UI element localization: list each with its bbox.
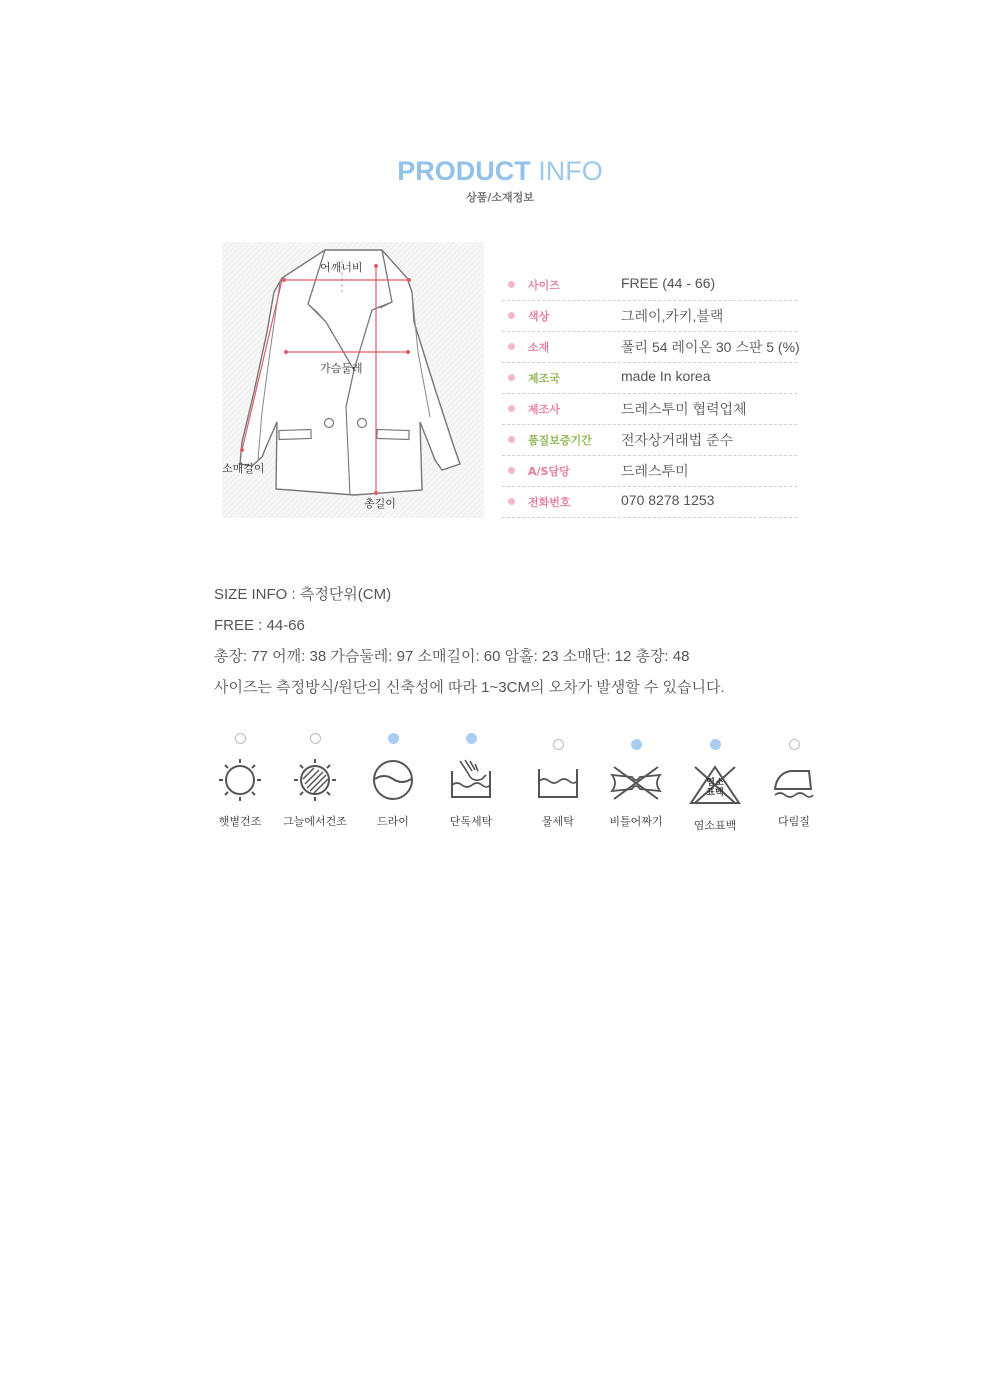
care-item-sun-dry (205, 733, 275, 829)
info-key: A/S담당 (528, 465, 570, 478)
bullet-dot (508, 405, 515, 412)
info-row (502, 456, 797, 487)
care-label: 그늘에서건조 (283, 815, 347, 828)
title-light: INFO (538, 156, 603, 186)
info-value: FREE (44 - 66) (621, 275, 716, 291)
title-bold: PRODUCT (397, 156, 531, 186)
care-label: 햇볕건조 (218, 815, 262, 828)
info-value: 드레스투미 협력업체 (621, 401, 747, 417)
indicator-dot (789, 739, 800, 750)
info-key: 사이즈 (528, 279, 560, 292)
jacket-diagram (222, 242, 484, 518)
dry-clean-icon (370, 757, 416, 803)
info-row (502, 487, 797, 518)
shade-dry-icon (292, 757, 338, 803)
care-item-no-wring (601, 739, 671, 829)
label-sleeve: 소매길이 (222, 462, 265, 475)
label-shoulder: 어깨너비 (320, 261, 363, 274)
iron-icon (771, 763, 817, 803)
size-info-range: FREE : 44-66 (214, 617, 305, 634)
label-length: 총길이 (364, 497, 396, 510)
care-item-hand-wash (436, 733, 506, 829)
sun-dry-icon (217, 757, 263, 803)
info-value: 폴리 54 레이온 30 스판 5 (%) (621, 339, 800, 355)
info-key: 전화번호 (528, 496, 571, 509)
info-key: 소재 (528, 341, 550, 354)
product-info-header (0, 155, 1000, 205)
svg-text:염소: 염소 (706, 778, 724, 788)
size-info-notice: 사이즈는 측정방식/원단의 신축성에 따라 1~3CM의 오차가 발생할 수 있습니다. (214, 679, 725, 696)
bullet-dot (508, 343, 515, 350)
bullet-dot (508, 374, 515, 381)
bullet-dot (508, 281, 515, 288)
water-wash-icon (535, 763, 581, 803)
hand-wash-icon (448, 757, 494, 803)
info-row (502, 270, 797, 301)
care-label: 단독세탁 (449, 815, 493, 828)
care-item-iron (759, 739, 829, 829)
bullet-dot (508, 498, 515, 505)
indicator-dot (388, 733, 399, 744)
care-label: 염소표백 (693, 819, 737, 832)
indicator-dot (553, 739, 564, 750)
bullet-dot (508, 312, 515, 319)
no-bleach-icon (687, 763, 743, 807)
indicator-dot (631, 739, 642, 750)
no-wring-icon (608, 763, 664, 803)
indicator-dot (235, 733, 246, 744)
svg-text:표백: 표백 (706, 788, 724, 798)
care-instructions (205, 733, 825, 843)
care-label: 드라이 (377, 815, 409, 828)
info-value: 드레스투미 (621, 463, 689, 479)
info-value: 그레이,카키,블랙 (621, 308, 724, 324)
info-row (502, 332, 800, 363)
care-item-dry-clean (358, 733, 428, 829)
page-subtitle: 상품/소재정보 (466, 191, 534, 204)
product-info-table (502, 270, 800, 518)
size-info (214, 583, 725, 707)
indicator-dot (310, 733, 321, 744)
info-row (502, 363, 797, 394)
page-title (0, 155, 1000, 187)
care-label: 비틀어짜기 (609, 815, 663, 828)
info-key: 제조사 (528, 403, 560, 416)
indicator-dot (466, 733, 477, 744)
info-row (502, 394, 797, 425)
info-value: 전자상거래법 준수 (621, 432, 734, 448)
care-item-water-wash (523, 739, 593, 829)
bullet-dot (508, 467, 515, 474)
info-row (502, 301, 797, 332)
size-info-heading: SIZE INFO : 측정단위(CM) (214, 586, 392, 603)
bullet-dot (508, 436, 515, 443)
info-value: 070 8278 1253 (621, 492, 715, 508)
indicator-dot (710, 739, 721, 750)
info-value: made In korea (621, 368, 711, 384)
care-label: 물세탁 (542, 815, 574, 828)
size-info-measurements: 총장: 77 어깨: 38 가슴둘레: 97 소매길이: 60 암홀: 23 소매단: 12 총장: 48 (214, 648, 690, 665)
info-key: 품질보증기간 (528, 434, 592, 447)
care-item-shade-dry (280, 733, 350, 829)
care-item-no-bleach (680, 739, 750, 833)
label-chest: 가슴둘레 (320, 362, 363, 375)
info-key: 색상 (528, 310, 550, 323)
info-key: 제조국 (528, 372, 560, 385)
care-label: 다림질 (778, 815, 810, 828)
jacket-illustration (222, 242, 484, 518)
info-row (502, 425, 797, 456)
